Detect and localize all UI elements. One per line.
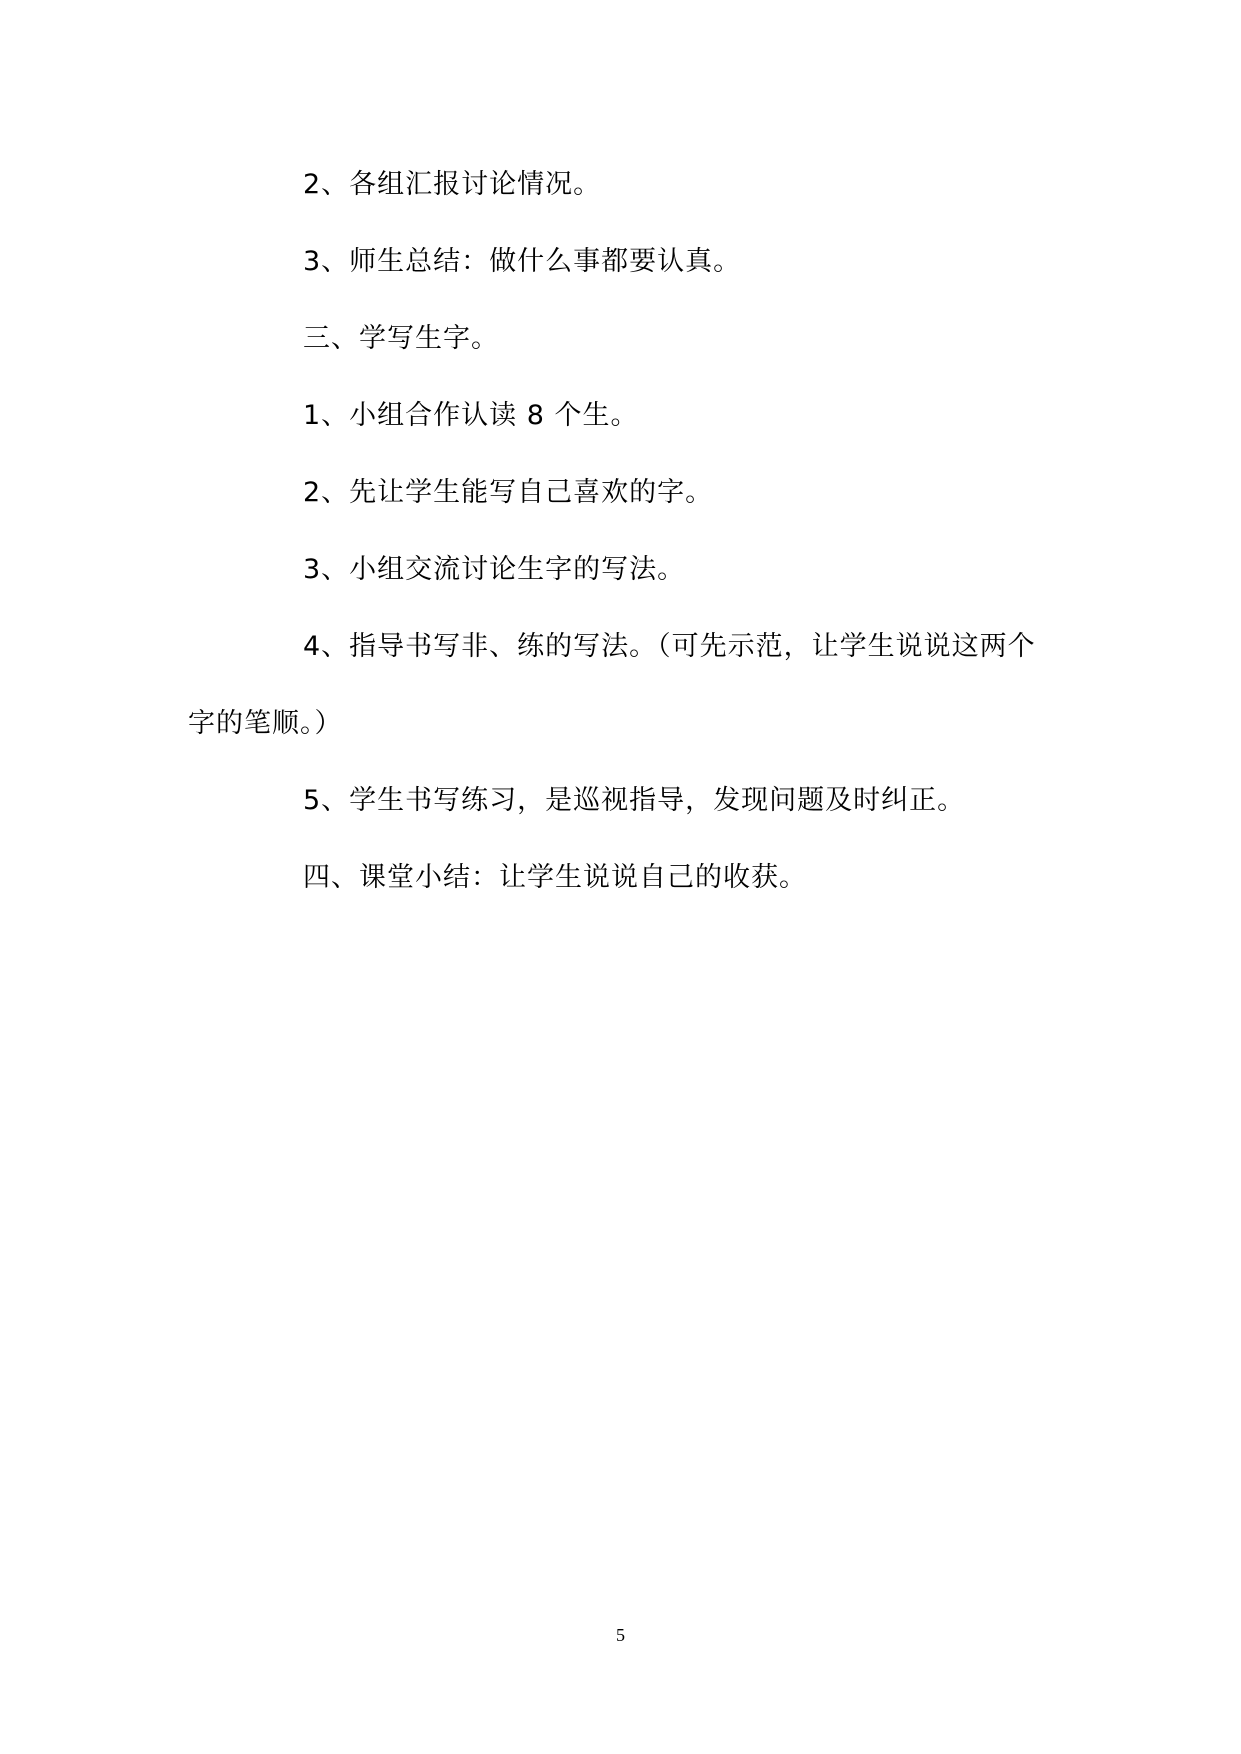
paragraph-group-reading: 1、小组合作认读 8 个生。 <box>303 400 639 431</box>
section-heading-learn-characters: 三、学写生字。 <box>303 323 499 354</box>
page-content <box>188 146 1058 916</box>
paragraph-summary: 3、师生总结：做什么事都要认真。 <box>303 246 742 277</box>
paragraph-report: 2、各组汇报讨论情况。 <box>303 169 602 200</box>
paragraph-guide-writing: 4、指导书写非、练的写法。（可先示范，让学生说说这两个字的笔顺。） <box>188 631 1036 739</box>
paragraph-discuss-writing: 3、小组交流讨论生字的写法。 <box>303 554 686 585</box>
paragraph-practice: 5、学生书写练习，是巡视指导，发现问题及时纠正。 <box>303 785 966 816</box>
paragraph-write-favorite: 2、先让学生能写自己喜欢的字。 <box>303 477 714 508</box>
section-heading-class-summary: 四、课堂小结：让学生说说自己的收获。 <box>303 862 807 893</box>
page-number: 5 <box>616 1625 625 1645</box>
